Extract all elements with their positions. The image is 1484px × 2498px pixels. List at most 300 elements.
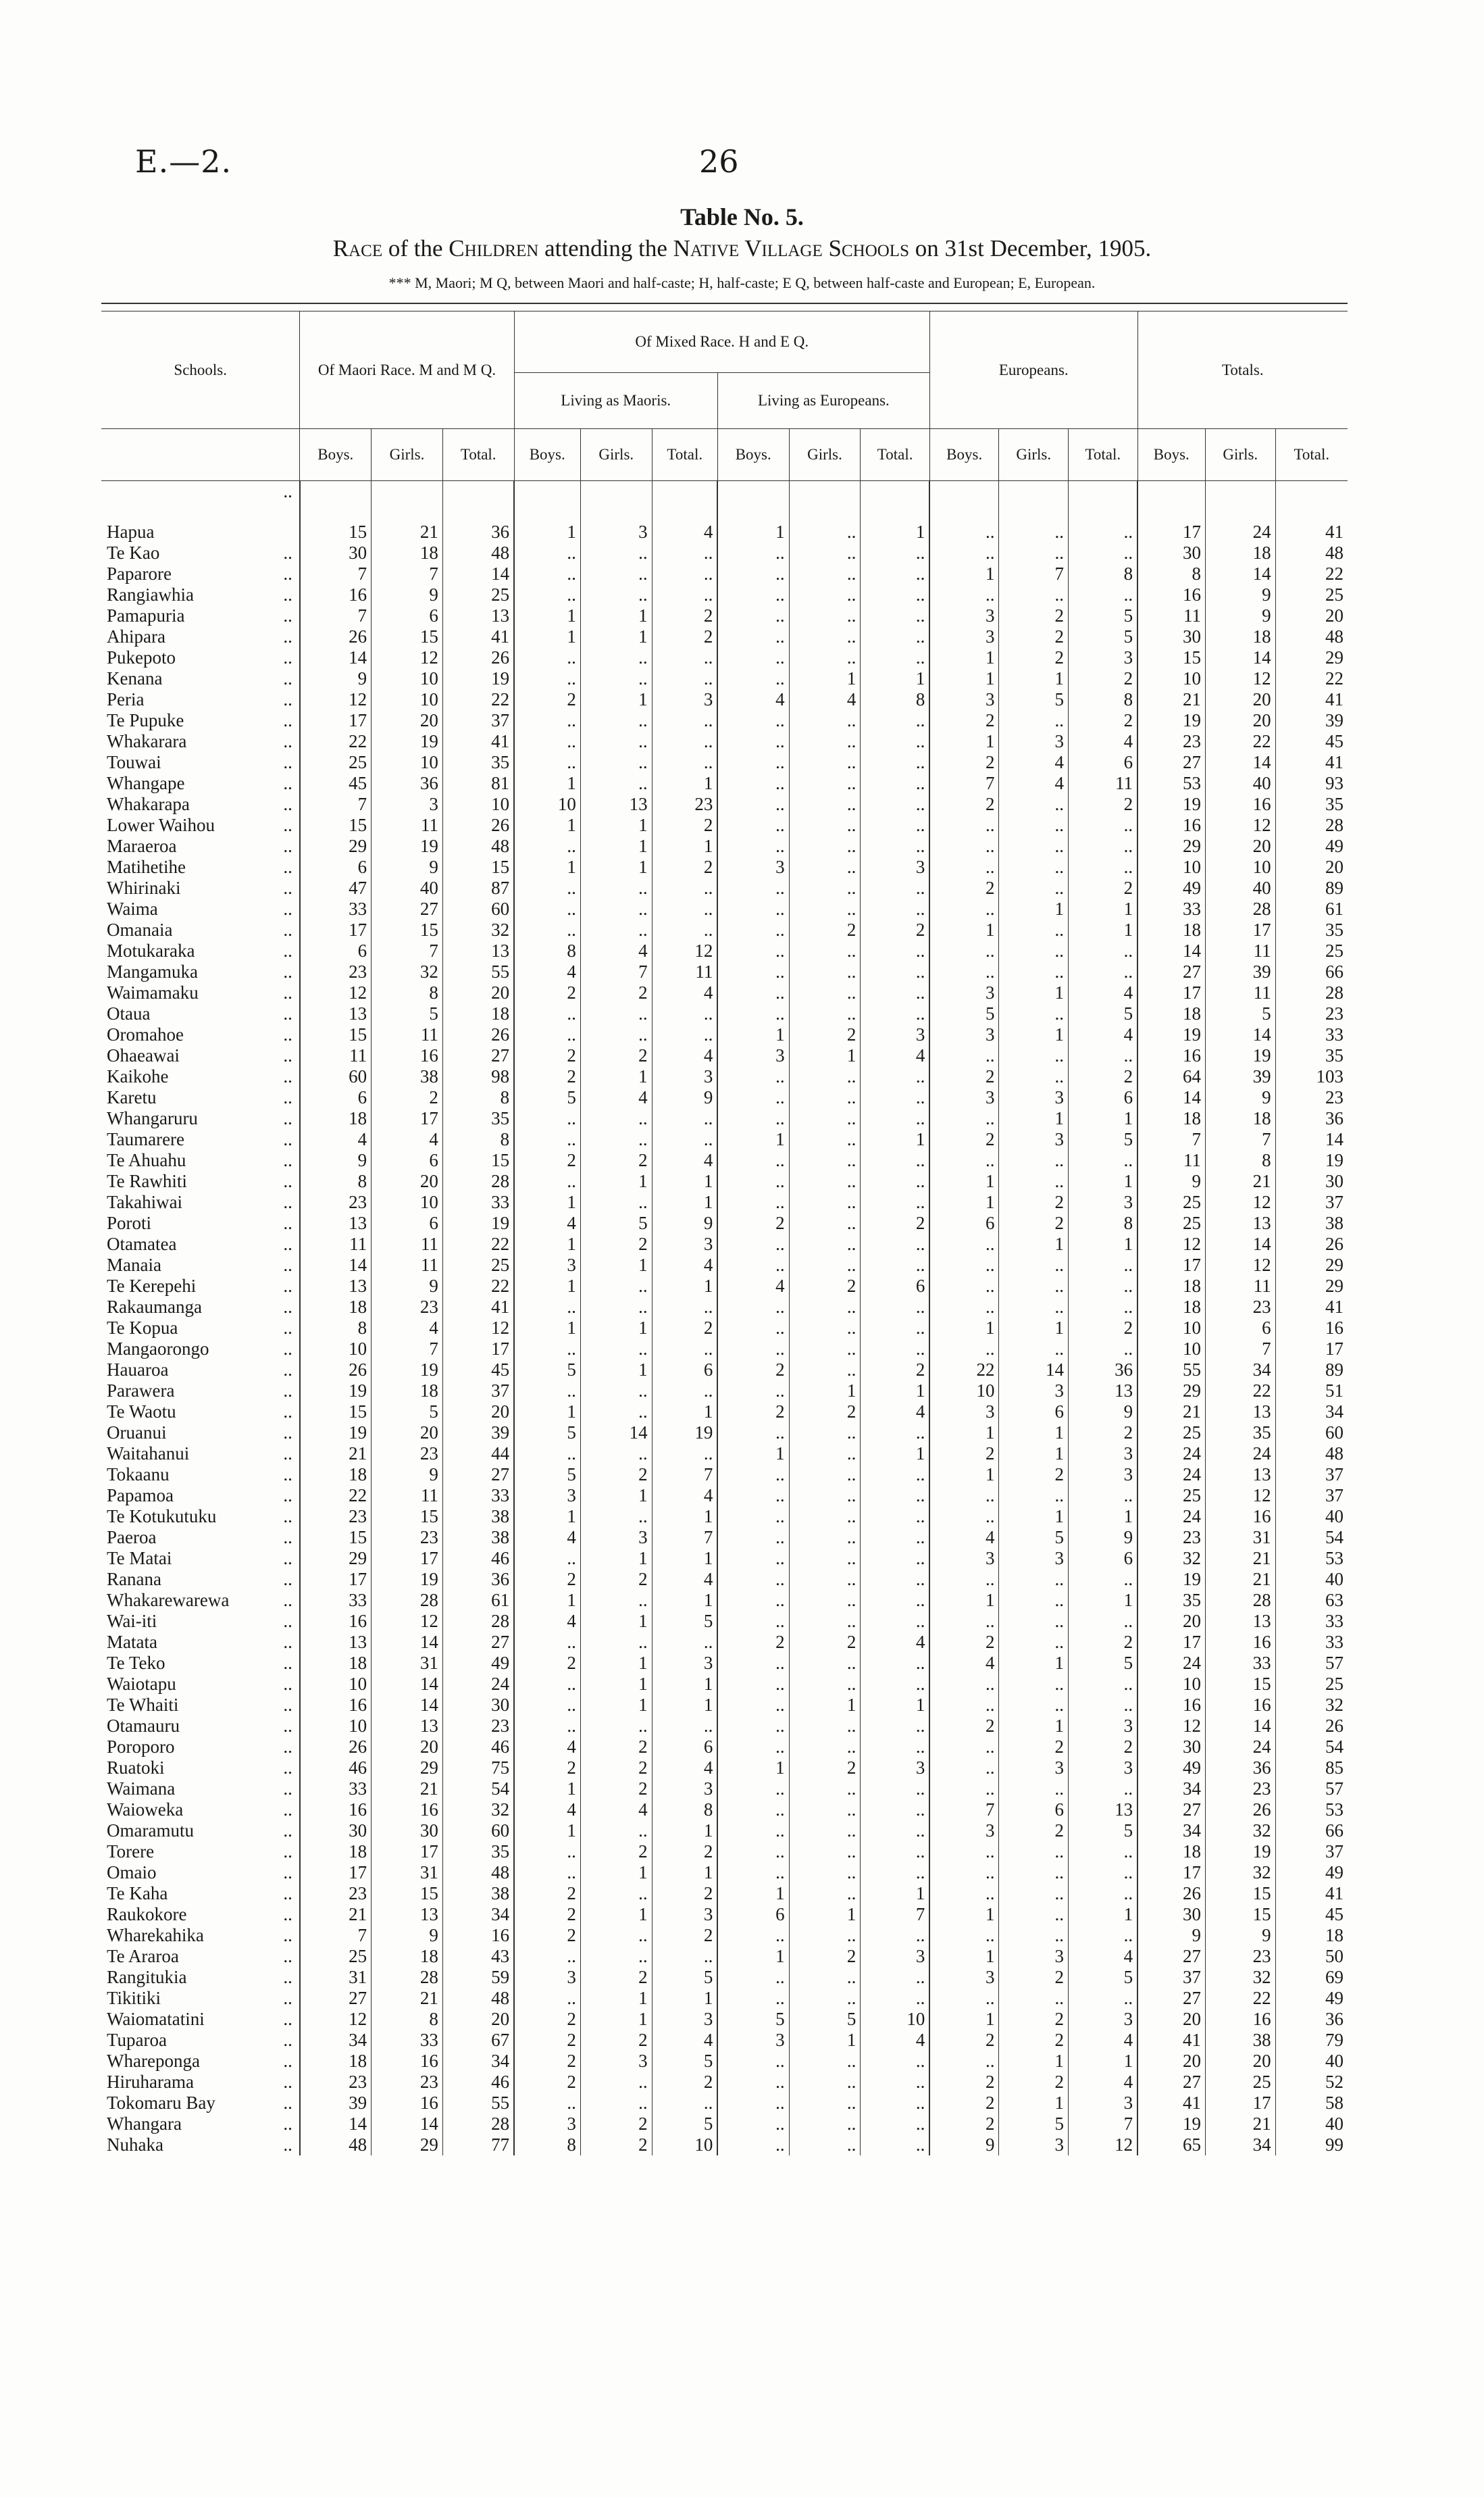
table-cell: .. <box>929 1276 999 1297</box>
table-cell: 33 <box>372 2030 443 2051</box>
table-cell: 24 <box>1137 1443 1205 1464</box>
table-cell: .. <box>861 1234 930 1255</box>
table-cell: 3 <box>1069 2009 1138 2030</box>
table-cell: 1 <box>514 773 580 794</box>
table-cell: 25 <box>1206 2072 1276 2093</box>
table-cell: 10 <box>929 1380 999 1401</box>
table-cell: 28 <box>1275 815 1348 836</box>
table-cell: 11 <box>1137 605 1205 626</box>
table-cell: 26 <box>442 1024 514 1045</box>
table-cell: 21 <box>1206 2114 1276 2134</box>
table-cell: 5 <box>514 1422 580 1443</box>
table-cell: 8 <box>514 941 580 961</box>
table-cell: 2 <box>1069 1632 1138 1653</box>
table-cell: .. <box>652 1946 717 1967</box>
table-cell: 2 <box>514 1757 580 1778</box>
table-cell: 4 <box>861 1045 930 1066</box>
table-cell: 1 <box>999 1108 1069 1129</box>
table-cell: .. <box>717 1925 789 1946</box>
table-row <box>101 1318 1348 1339</box>
table-cell: 1 <box>514 1401 580 1422</box>
leader-dots: .. <box>283 815 292 835</box>
school-name-text: Ranana <box>107 1569 161 1589</box>
school-name <box>101 1569 300 1590</box>
school-name <box>101 1464 300 1485</box>
table-cell: 18 <box>300 1841 372 1862</box>
table-cell: 1 <box>514 481 580 543</box>
table-cell: .. <box>514 1695 580 1716</box>
school-name <box>101 1108 300 1129</box>
table-cell: .. <box>514 1443 580 1464</box>
school-name <box>101 1087 300 1108</box>
school-name <box>101 1925 300 1946</box>
table-cell: .. <box>789 1548 861 1569</box>
table-cell: 18 <box>1137 920 1205 941</box>
table-cell: 25 <box>1275 1674 1348 1695</box>
table-cell: 11 <box>1206 941 1276 961</box>
table-cell: 1 <box>717 1443 789 1464</box>
table-cell: 18 <box>300 2051 372 2072</box>
table-cell: 11 <box>1137 1150 1205 1171</box>
table-cell: 1 <box>999 668 1069 689</box>
table-cell: .. <box>789 1297 861 1318</box>
table-cell: .. <box>929 1297 999 1318</box>
school-name-text: Tikitiki <box>107 1988 161 2008</box>
document-reference: E.—2. <box>135 143 232 180</box>
table-cell: 16 <box>300 584 372 605</box>
table-cell: 16 <box>1137 584 1205 605</box>
table-cell: .. <box>1069 584 1138 605</box>
subtitle-of-the: of the <box>388 235 443 261</box>
table-cell: .. <box>789 961 861 982</box>
leader-dots: .. <box>283 626 292 647</box>
table-cell: 39 <box>1206 961 1276 982</box>
table-row <box>101 584 1348 605</box>
leader-dots: .. <box>283 710 292 730</box>
table-cell: 3 <box>861 1024 930 1045</box>
table-cell: 5 <box>652 1967 717 1988</box>
table-cell: 3 <box>652 1778 717 1799</box>
table-cell: 63 <box>1275 1590 1348 1611</box>
table-cell: 3 <box>999 1548 1069 1569</box>
table-cell: .. <box>514 836 580 857</box>
table-row <box>101 1548 1348 1569</box>
table-cell: 27 <box>1137 1799 1205 1820</box>
subtitle-children: Children <box>449 235 539 261</box>
table-cell: 3 <box>514 1255 580 1276</box>
table-cell: .. <box>789 731 861 752</box>
table-cell: 27 <box>442 1045 514 1066</box>
table-cell: 41 <box>1137 2030 1205 2051</box>
table-cell: 13 <box>372 1904 443 1925</box>
table-cell: 43 <box>442 1946 514 1967</box>
table-cell: 7 <box>1069 2114 1138 2134</box>
table-cell: .. <box>580 1380 652 1401</box>
table-cell: .. <box>999 1569 1069 1590</box>
leader-dots: .. <box>283 1841 292 1862</box>
table-cell: .. <box>861 773 930 794</box>
table-cell: 5 <box>1069 1820 1138 1841</box>
table-cell: 3 <box>580 1527 652 1548</box>
table-cell: 26 <box>1206 1799 1276 1820</box>
table-cell: .. <box>861 1464 930 1485</box>
race-table <box>101 311 1348 2155</box>
table-cell: 48 <box>442 543 514 564</box>
table-cell: .. <box>652 1632 717 1653</box>
table-cell: 1 <box>1069 1234 1138 1255</box>
table-cell: 18 <box>372 1946 443 1967</box>
table-cell: 1 <box>652 1674 717 1695</box>
table-cell: 35 <box>1275 920 1348 941</box>
table-cell: .. <box>652 1003 717 1024</box>
school-name-text: Whangara <box>107 2114 182 2134</box>
leader-dots: .. <box>283 1757 292 1778</box>
table-cell: 28 <box>1206 899 1276 920</box>
table-cell: 9 <box>372 584 443 605</box>
table-cell: 15 <box>300 1401 372 1422</box>
table-cell: .. <box>514 1946 580 1967</box>
table-cell: 7 <box>929 773 999 794</box>
subtitle-date: on 31st December, 1905. <box>915 235 1152 261</box>
table-cell: 18 <box>300 1108 372 1129</box>
table-cell: 9 <box>1206 1925 1276 1946</box>
table-cell: 1 <box>999 2093 1069 2114</box>
col-schools: Schools. <box>101 311 300 429</box>
table-row <box>101 1150 1348 1171</box>
table-cell: .. <box>861 1318 930 1339</box>
table-cell: 3 <box>929 1401 999 1422</box>
table-cell: 10 <box>300 1716 372 1737</box>
school-name <box>101 1695 300 1716</box>
table-cell: 2 <box>372 1087 443 1108</box>
leader-dots: .. <box>283 2134 292 2155</box>
leader-dots: .. <box>283 481 292 501</box>
table-cell: 45 <box>1275 731 1348 752</box>
table-cell: 2 <box>717 1632 789 1653</box>
school-name <box>101 1632 300 1653</box>
table-cell: 14 <box>372 1632 443 1653</box>
col-total: Total. <box>442 429 514 481</box>
table-cell: 36 <box>442 481 514 543</box>
school-name <box>101 1883 300 1904</box>
table-cell: .. <box>789 1485 861 1506</box>
leader-dots: .. <box>283 1590 292 1610</box>
table-cell: .. <box>580 920 652 941</box>
table-cell: .. <box>717 1150 789 1171</box>
table-cell: 2 <box>929 878 999 899</box>
table-cell: 7 <box>372 1339 443 1359</box>
school-name-text: Waiomatatini <box>107 2009 205 2029</box>
col-maori-race: Of Maori Race. M and M Q. <box>300 311 514 429</box>
table-row <box>101 2072 1348 2093</box>
table-cell: .. <box>1069 961 1138 982</box>
school-name-text: Whakarapa <box>107 794 190 814</box>
table-cell: .. <box>929 1150 999 1171</box>
table-cell: .. <box>789 899 861 920</box>
table-cell: .. <box>580 1024 652 1045</box>
table-cell: .. <box>861 584 930 605</box>
school-name-text: Motukaraka <box>107 941 195 961</box>
table-cell: 23 <box>300 1192 372 1213</box>
table-cell: .. <box>929 1108 999 1129</box>
school-name <box>101 689 300 710</box>
table-cell: 13 <box>442 605 514 626</box>
school-name <box>101 1988 300 2009</box>
table-cell: 25 <box>1275 941 1348 961</box>
school-name <box>101 1548 300 1569</box>
table-cell: 33 <box>442 1192 514 1213</box>
table-cell: .. <box>580 543 652 564</box>
school-name <box>101 836 300 857</box>
table-cell: 48 <box>442 1862 514 1883</box>
table-cell: 14 <box>300 1255 372 1276</box>
table-cell: 5 <box>372 1003 443 1024</box>
table-cell: .. <box>789 773 861 794</box>
table-cell: 15 <box>300 1527 372 1548</box>
table-cell: 2 <box>652 1318 717 1339</box>
table-cell: .. <box>1069 1883 1138 1904</box>
table-cell: 2 <box>999 2009 1069 2030</box>
table-cell: .. <box>580 1590 652 1611</box>
table-cell: 21 <box>1206 1569 1276 1590</box>
table-cell: .. <box>861 543 930 564</box>
table-cell: 17 <box>372 1841 443 1862</box>
school-name-text: Whakarewarewa <box>107 1590 230 1610</box>
table-row <box>101 1401 1348 1422</box>
table-cell: 7 <box>580 961 652 982</box>
leader-dots: .. <box>283 1359 292 1380</box>
table-cell: 4 <box>717 1276 789 1297</box>
school-name-text: Wharekahika <box>107 1925 204 1945</box>
table-cell: .. <box>999 1695 1069 1716</box>
table-cell: 5 <box>580 1213 652 1234</box>
table-cell: .. <box>717 836 789 857</box>
table-cell: 32 <box>372 961 443 982</box>
table-cell: 2 <box>789 1276 861 1297</box>
table-cell: 15 <box>442 1150 514 1171</box>
table-cell: 85 <box>1275 1757 1348 1778</box>
table-cell: 46 <box>442 1548 514 1569</box>
table-cell: 8 <box>1069 689 1138 710</box>
table-cell: 2 <box>580 1234 652 1255</box>
school-name-text: Whareponga <box>107 2051 200 2071</box>
leader-dots: .. <box>283 1883 292 1903</box>
table-cell: 55 <box>442 2093 514 2114</box>
table-cell: 27 <box>442 1464 514 1485</box>
table-cell: 13 <box>1206 1464 1276 1485</box>
table-cell: 3 <box>929 1087 999 1108</box>
table-cell: 2 <box>514 1883 580 1904</box>
table-cell: 10 <box>372 752 443 773</box>
school-name-text: Omaio <box>107 1862 157 1882</box>
table-cell: .. <box>929 1045 999 1066</box>
table-cell: .. <box>514 668 580 689</box>
table-cell: 23 <box>300 2072 372 2093</box>
table-cell: 1 <box>929 2009 999 2030</box>
table-cell: 8 <box>514 2134 580 2155</box>
table-cell: .. <box>580 752 652 773</box>
leader-dots: .. <box>283 1255 292 1275</box>
table-cell: 19 <box>1206 1045 1276 1066</box>
table-cell: 8 <box>442 1087 514 1108</box>
school-name <box>101 1716 300 1737</box>
school-name-text: Touwai <box>107 752 161 772</box>
table-cell: 5 <box>789 2009 861 2030</box>
table-cell: 1 <box>929 1171 999 1192</box>
school-name <box>101 1234 300 1255</box>
table-cell: 48 <box>300 2134 372 2155</box>
table-cell: 18 <box>372 543 443 564</box>
school-name-text: Pamapuria <box>107 605 185 626</box>
table-cell: 2 <box>929 1066 999 1087</box>
table-cell: 2 <box>514 1045 580 1066</box>
table-cell: 8 <box>372 2009 443 2030</box>
table-cell: .. <box>861 1590 930 1611</box>
col-total: Total. <box>861 429 930 481</box>
table-cell: .. <box>652 1716 717 1737</box>
table-cell: 33 <box>300 899 372 920</box>
leader-dots: .. <box>283 1569 292 1589</box>
school-name-text: Kenana <box>107 668 163 689</box>
leader-dots: .. <box>283 836 292 856</box>
table-cell: 25 <box>442 584 514 605</box>
table-cell: .. <box>580 1401 652 1422</box>
school-name <box>101 1820 300 1841</box>
school-name-text: Rakaumanga <box>107 1297 202 1317</box>
table-cell: .. <box>861 1485 930 1506</box>
table-cell: 7 <box>300 1925 372 1946</box>
table-cell: 1 <box>580 836 652 857</box>
table-cell: 3 <box>514 1967 580 1988</box>
col-blank <box>101 429 300 481</box>
table-cell: .. <box>580 1297 652 1318</box>
table-row <box>101 752 1348 773</box>
subtitle-attending: attending the <box>544 235 667 261</box>
table-cell: .. <box>717 1778 789 1799</box>
table-cell: 38 <box>372 1066 443 1087</box>
table-row <box>101 1967 1348 1988</box>
table-cell: 37 <box>1275 1192 1348 1213</box>
table-cell: 22 <box>1206 1380 1276 1401</box>
school-name <box>101 1443 300 1464</box>
table-cell: .. <box>789 1108 861 1129</box>
table-cell: .. <box>789 1737 861 1757</box>
col-totals: Totals. <box>1137 311 1348 429</box>
table-row <box>101 1653 1348 1674</box>
table-cell: 4 <box>717 689 789 710</box>
table-cell: 2 <box>652 626 717 647</box>
table-cell: .. <box>514 584 580 605</box>
table-cell: 2 <box>929 710 999 731</box>
table-cell: 67 <box>442 2030 514 2051</box>
table-cell: 4 <box>514 961 580 982</box>
table-cell: 14 <box>442 564 514 584</box>
table-cell: .. <box>514 1003 580 1024</box>
leader-dots: .. <box>283 2114 292 2134</box>
table-cell: .. <box>929 1695 999 1716</box>
table-cell: 10 <box>861 2009 930 2030</box>
table-cell: .. <box>580 1883 652 1904</box>
table-title: Table No. 5. <box>680 203 804 230</box>
table-cell: .. <box>580 1003 652 1024</box>
table-cell: 2 <box>514 1569 580 1590</box>
table-cell: 4 <box>1069 2072 1138 2093</box>
table-cell: 1 <box>580 2009 652 2030</box>
table-cell: 41 <box>442 731 514 752</box>
table-cell: 1 <box>1069 899 1138 920</box>
table-cell: 2 <box>514 1653 580 1674</box>
table-cell: .. <box>514 878 580 899</box>
table-cell: .. <box>929 857 999 878</box>
table-cell: 9 <box>1069 1527 1138 1548</box>
table-cell: .. <box>861 1339 930 1359</box>
table-cell: .. <box>652 668 717 689</box>
school-name-text: Poroti <box>107 1213 152 1233</box>
table-cell: 2 <box>580 1737 652 1757</box>
table-cell: 1 <box>580 815 652 836</box>
leader-dots: .. <box>283 1695 292 1715</box>
leader-dots: .. <box>283 1778 292 1799</box>
table-cell: 2 <box>1069 1737 1138 1757</box>
leader-dots: .. <box>283 1611 292 1631</box>
table-cell: 16 <box>1206 1506 1276 1527</box>
table-cell: .. <box>789 1716 861 1737</box>
table-cell: .. <box>999 1045 1069 1066</box>
table-cell: 2 <box>789 1632 861 1653</box>
table-cell: 2 <box>514 2051 580 2072</box>
table-cell: .. <box>717 2051 789 2072</box>
subtitle-race: Race <box>332 235 383 261</box>
table-row <box>101 626 1348 647</box>
table-cell: 53 <box>1137 773 1205 794</box>
table-cell: 23 <box>1275 1087 1348 1108</box>
table-cell: 1 <box>580 857 652 878</box>
table-cell: 26 <box>300 626 372 647</box>
school-name <box>101 1401 300 1422</box>
table-cell: 16 <box>1137 815 1205 836</box>
table-cell: 7 <box>300 564 372 584</box>
table-cell: 1 <box>580 1171 652 1192</box>
table-legend: *** M, Maori; M Q, between Maori and half-caste; H, half-caste; E Q, between half-caste and European; E, European. <box>388 274 1096 291</box>
table-row <box>101 773 1348 794</box>
table-cell: .. <box>652 710 717 731</box>
table-cell: 2 <box>999 2072 1069 2093</box>
table-cell: .. <box>717 1988 789 2009</box>
table-cell: 2 <box>999 2030 1069 2051</box>
school-name-text: Paparore <box>107 564 172 584</box>
table-cell: 41 <box>1137 2093 1205 2114</box>
table-cell: .. <box>789 626 861 647</box>
table-cell: 1 <box>929 564 999 584</box>
table-cell: 3 <box>999 1946 1069 1967</box>
table-cell: .. <box>580 668 652 689</box>
table-cell: 2 <box>929 752 999 773</box>
table-row <box>101 1464 1348 1485</box>
table-cell: 19 <box>1137 1024 1205 1045</box>
table-cell: 17 <box>442 1339 514 1359</box>
table-cell: 10 <box>442 794 514 815</box>
table-row <box>101 2114 1348 2134</box>
table-cell: 60 <box>300 1066 372 1087</box>
table-cell: .. <box>1069 1255 1138 1276</box>
leader-dots: .. <box>283 1820 292 1841</box>
table-cell: 3 <box>999 1380 1069 1401</box>
table-row <box>101 1590 1348 1611</box>
table-cell: 11 <box>372 1485 443 1506</box>
leader-dots: .. <box>283 1485 292 1505</box>
table-cell: .. <box>861 878 930 899</box>
table-cell: 10 <box>1206 857 1276 878</box>
